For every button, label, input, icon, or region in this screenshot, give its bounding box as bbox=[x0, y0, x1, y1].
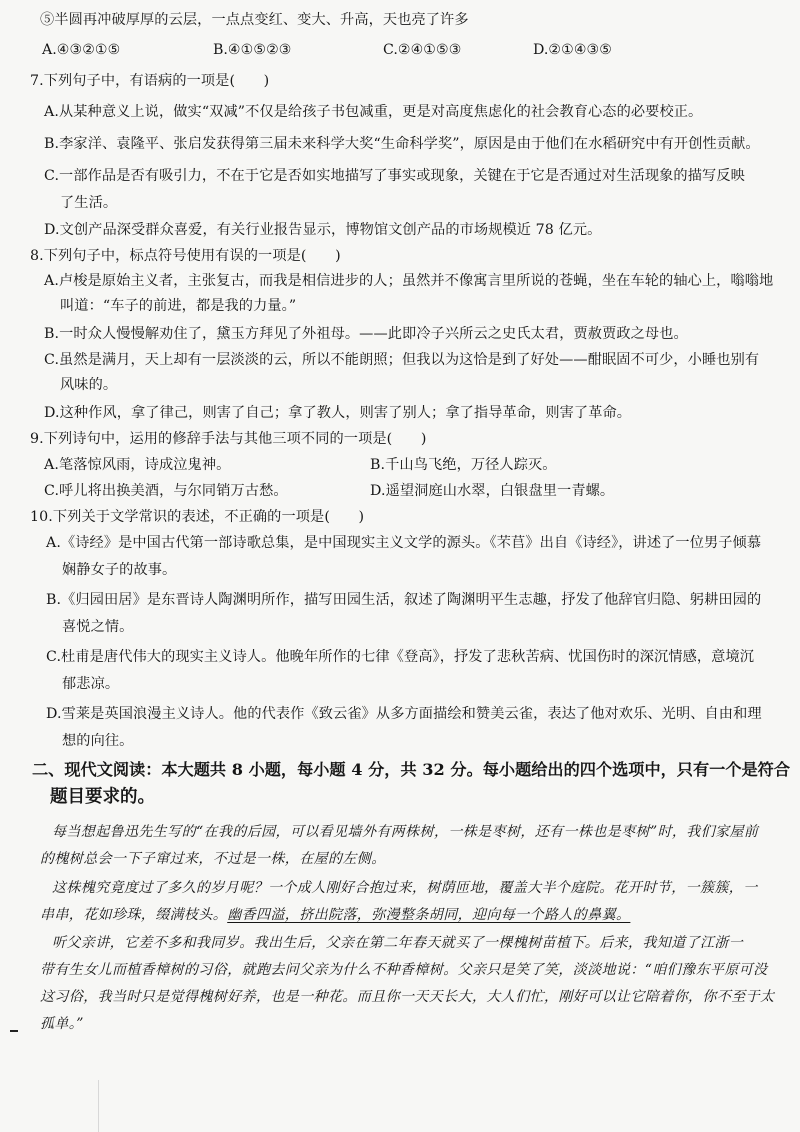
q7-option-d: D.文创产品深受群众喜爱，有关行业报告显示，博物馆文创产品的市场规模近 78 亿元。 bbox=[44, 222, 602, 238]
section-2-heading-line2: 题目要求的。 bbox=[50, 787, 155, 807]
q10-option-b-line1: B.《归园田居》是东晋诗人陶渊明所作，描写田园生活，叙述了陶渊明平生志趣，抒发了他辞官归隐、躬耕田园的 bbox=[46, 592, 762, 608]
q10-option-a-line2: 娴静女子的故事。 bbox=[62, 562, 177, 578]
q8-option-b: B.一时众人慢慢解劝住了，黛玉方拜见了外祖母。——此即冷子兴所云之史氏太君，贾赦贾政之母也。 bbox=[44, 326, 688, 342]
q10-option-d-line1: D.雪莱是英国浪漫主义诗人。他的代表作《致云雀》从多方面描绘和赞美云雀，表达了他对欢乐、光明、自由和理 bbox=[46, 706, 762, 722]
q8-stem: 8.下列句子中，标点符号使用有误的一项是( ) bbox=[30, 248, 341, 264]
q10-option-c-line1: C.杜甫是唐代伟大的现实主义诗人。他晚年所作的七律《登高》，抒发了悲秋苦病、忧国伤时的深沉情感，意境沉 bbox=[46, 649, 755, 665]
q10-stem: 10.下列关于文学常识的表述，不正确的一项是( ) bbox=[30, 509, 365, 525]
q8-option-d: D.这种作风，拿了律己，则害了自己；拿了教人，则害了别人；拿了指导革命，则害了革命。 bbox=[44, 405, 632, 421]
q6-option-c: C.②④①⑤③ bbox=[383, 42, 462, 58]
q9-option-c: C.呼儿将出换美酒，与尔同销万古愁。 bbox=[44, 483, 288, 499]
q9-stem: 9.下列诗句中，运用的修辞手法与其他三项不同的一项是( ) bbox=[30, 431, 427, 447]
passage-p3-line4: 孤单。” bbox=[40, 1016, 84, 1032]
q7-stem: 7.下列句子中，有语病的一项是( ) bbox=[30, 73, 270, 89]
q7-option-a: A.从某种意义上说，做实“双减”不仅是给孩子书包减重，更是对高度焦虑化的社会教育心态的必要校正。 bbox=[44, 104, 703, 120]
q10-option-b-line2: 喜悦之情。 bbox=[62, 619, 134, 635]
passage-p2-line1: 这株槐究竟度过了多久的岁月呢？一个成人刚好合抱过来，树荫匝地，覆盖大半个庭院。花开时节，一簇簇，一 bbox=[52, 880, 758, 896]
passage-p1-line2: 的槐树总会一下子窜过来，不过是一株，在屋的左侧。 bbox=[40, 851, 386, 867]
passage-p1-line1: 每当想起鲁迅先生写的“在我的后园，可以看见墙外有两株树，一株是枣树，还有一株也是枣树”时，我们家屋前 bbox=[52, 824, 759, 840]
scan-mark bbox=[10, 1030, 18, 1032]
q7-option-c-line1: C.一部作品是否有吸引力，不在于它是否如实地描写了事实或现象，关键在于它是否通过对生活现象的描写反映 bbox=[44, 168, 745, 184]
section-2-heading-line1: 二、现代文阅读：本大题共 8 小题，每小题 4 分，共 32 分。每小题给出的四个选项中，只有一个是符合 bbox=[32, 760, 791, 779]
passage-p2-plain: 串串，花如珍珠，缀满枝头。 bbox=[40, 907, 228, 923]
q8-option-c-line1: C.虽然是满月，天上却有一层淡淡的云，所以不能朗照；但我以为这恰是到了好处——酣眠固不可少，小睡也别有 bbox=[44, 352, 760, 368]
q9-option-b: B.千山鸟飞绝，万径人踪灭。 bbox=[370, 457, 557, 473]
q6-option-d: D.②①④③⑤ bbox=[533, 42, 612, 58]
q10-option-d-line2: 想的向往。 bbox=[62, 733, 134, 749]
q8-option-a-line1: A.卢梭是原始主义者，主张复古，而我是相信进步的人；虽然并不像寓言里所说的苍蝇，坐在车轮的轴心上，嗡嗡地 bbox=[44, 273, 774, 289]
q6-option-a: A.④③②①⑤ bbox=[42, 42, 121, 58]
passage-p2-line2 bbox=[40, 905, 630, 925]
q6-item-5: ⑤半圆再冲破厚厚的云层，一点点变红、变大、升高，天也亮了许多 bbox=[40, 12, 469, 28]
q9-option-d: D.遥望洞庭山水翠，白银盘里一青螺。 bbox=[370, 483, 615, 499]
q8-option-c-line2: 风味的。 bbox=[60, 377, 118, 393]
q9-option-a: A.笔落惊风雨，诗成泣鬼神。 bbox=[44, 457, 231, 473]
q6-option-b: B.④①⑤②③ bbox=[213, 42, 292, 58]
q7-option-b: B.李家洋、袁隆平、张启发获得第三届未来科学大奖“生命科学奖”，原因是由于他们在水稻研究中有开创性贡献。 bbox=[44, 136, 760, 152]
scan-margin-line bbox=[98, 1080, 99, 1132]
q10-option-c-line2: 郁悲凉。 bbox=[62, 676, 120, 692]
q10-option-a-line1: A.《诗经》是中国古代第一部诗歌总集，是中国现实主义文学的源头。《芣苢》出自《诗经》，讲述了一位男子倾慕 bbox=[46, 535, 762, 551]
passage-p3-line3: 这习俗，我当时只是觉得槐树好养，也是一种花。而且你一天天长大，大人们忙，刚好可以让它陪着你，你不至于太 bbox=[40, 989, 775, 1005]
passage-p3-line2: 带有生女儿而植香樟树的习俗，就跑去问父亲为什么不种香樟树。父亲只是笑了笑，淡淡地说：“咱们豫东平原可没 bbox=[40, 962, 768, 978]
q8-option-a-line2: 叫道：“车子的前进，都是我的力量。” bbox=[60, 298, 297, 314]
passage-p3-line1: 听父亲讲，它差不多和我同岁。我出生后，父亲在第二年春天就买了一棵槐树苗植下。后来，我知道了江浙一 bbox=[52, 935, 744, 951]
q7-option-c-line2: 了生活。 bbox=[60, 195, 118, 211]
passage-underlined-sentence: 幽香四溢，挤出院落，弥漫整条胡同，迎向每一个路人的鼻翼。 bbox=[227, 907, 631, 923]
